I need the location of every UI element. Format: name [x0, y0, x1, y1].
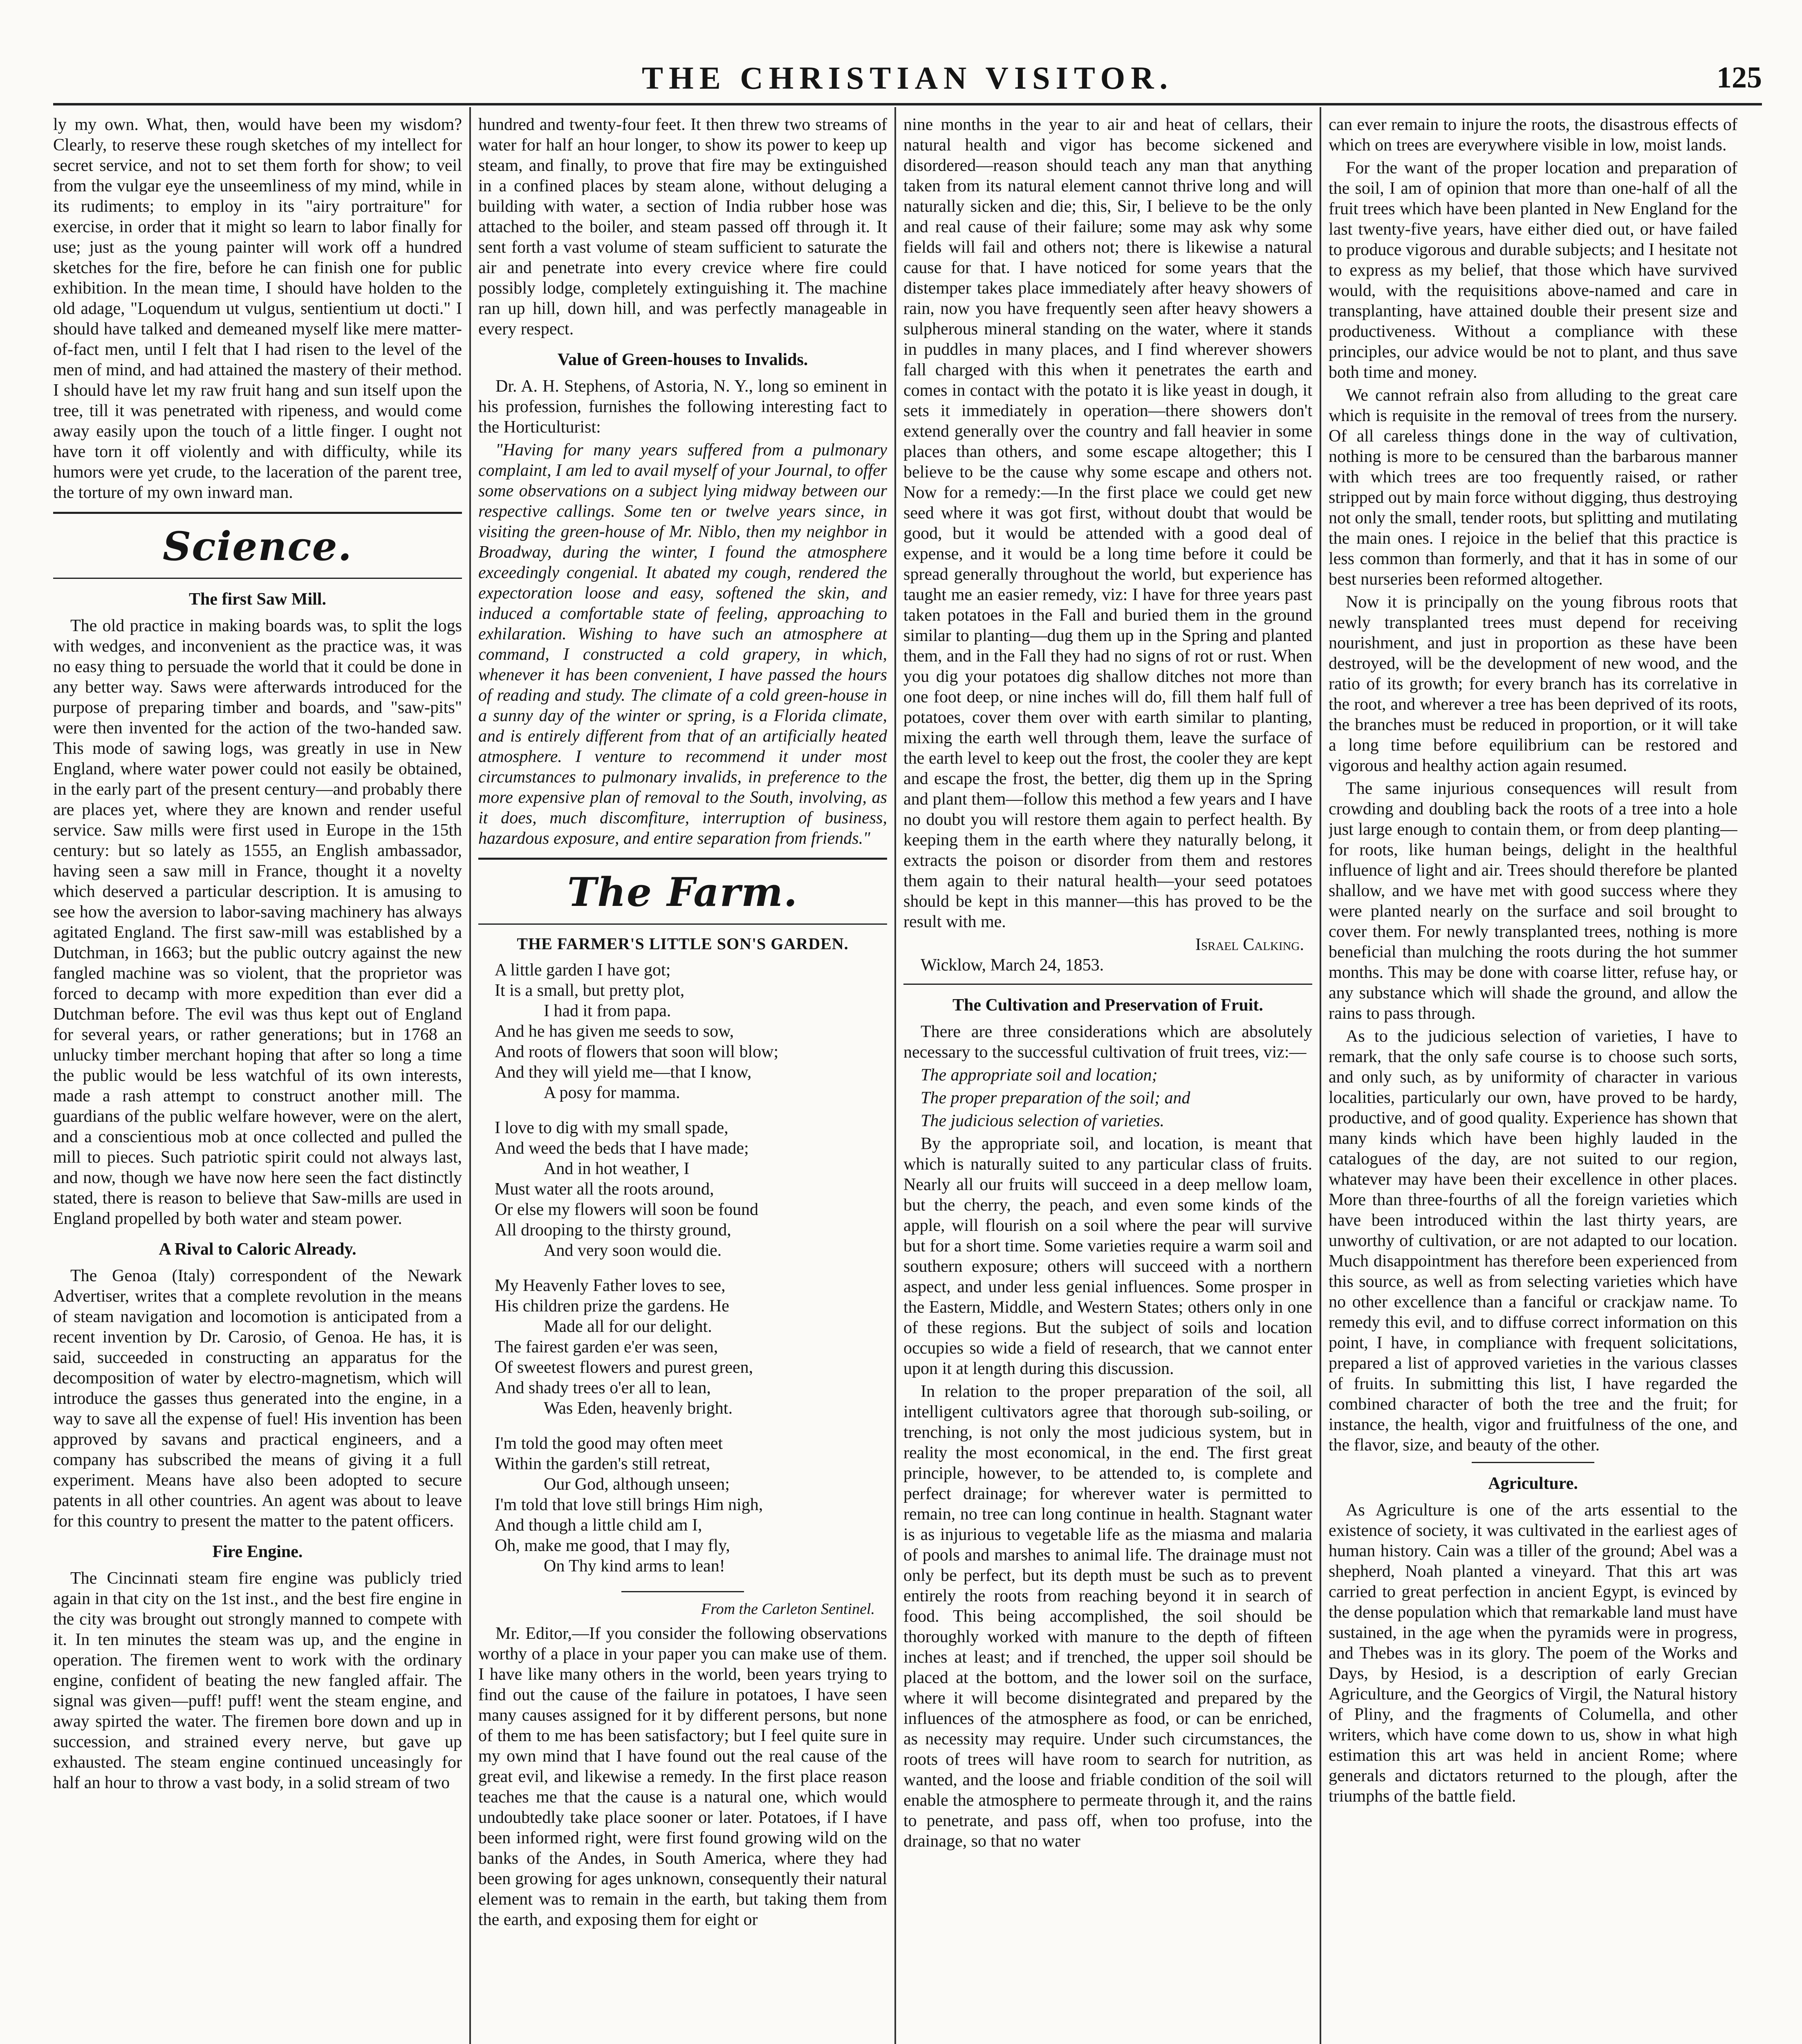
article-continuation: hundred and twenty-four feet. It then threw two streams of water for half an hour longer, to show its power to keep up steam, and finally, to prove that fire may be extinguished in a confined places by steam alone, without deluging a building with water, a section of India rubber hose was attached to the boiler, and steam passed off through it. It sent forth a vast volume of steam sufficient to saturate the air and penetrate into every crevice where fire could possibly lodge, completely extinguishing it. The machine ran up hill, down hill, and was perfectly manageable in every respect. — [478, 115, 887, 338]
poem-title: THE FARMER'S LITTLE SON'S GARDEN. — [517, 935, 849, 953]
poem-line: And roots of flowers that soon will blow; — [495, 1042, 779, 1061]
article-paragraph: The Genoa (Italy) correspondent of the Newark Advertiser, writes that a complete revolution in the means of steam navigation and locomotion is anticipated from a recent invention by Dr. Carosio, of Genoa. He has, it is said, succeeded in constructing an apparatus for the decomposition of water by electro-magnetism, which will introduce the gasses thus generated into the engine, in a way to save all the expense of fuel! His invention has been approved by savans and practical engineers, and a company has subscribed the means of giving it a full experiment. Means have also been adopted to secure patents in all other countries. An agent was about to leave for this country to present the matter to the patent officers. — [53, 1266, 462, 1531]
poem-stanza — [495, 1275, 887, 1419]
list-item: The judicious selection of varieties. — [921, 1112, 1165, 1130]
list-item: The proper preparation of the soil; and — [921, 1089, 1190, 1107]
article-heading: Fire Engine. — [212, 1542, 303, 1561]
poem-line: And shady trees o'er all to lean, — [495, 1378, 711, 1397]
newspaper-title: THE CHRISTIAN VISITOR. — [642, 60, 1173, 96]
article-paragraph: By the appropriate soil, and location, is meant that which is naturally suited to any particular class of fruits. Nearly all our fruits will succeed in a deep mellow loam, but the cherry, the peach, and even some kinds of the apple, will flourish on a soil where the pear will survive but for a short time. Some varieties require a warm soil and southern exposure; others will succeed with a northern aspect, and under less genial influences. Some prosper in the Eastern, Middle, and Western States; others only in one of these regions. But the subject of soils and location occupies so wide a field of research, that we cannot enter upon it at length during this discussion. — [903, 1134, 1312, 1378]
section-rule — [53, 578, 462, 579]
column-3 — [903, 114, 1312, 2044]
poem-line: I'm told that love still brings Him nigh, — [495, 1495, 763, 1514]
article-paragraph: In relation to the proper preparation of the soil, all intelligent cultivators agree that thorough sub-soiling, or trenching, is not only the most judicious system, but in reality the most economical, in the end. The first great principle, however, to be attended to, is complete and perfect drainage; for wherever water is permitted to remain, no tree can long continue in health. Stagnant water is as injurious to vegetable life as the miasma and malaria of pools and marshes to animal life. The drainage must not only be perfect, but its depth must be such as to prevent entirely the roots from reaching beyond it in search of food. This being accomplished, the soil should be thoroughly worked with manure to the depth of fifteen inches at least; and if trenched, the upper soil should be placed at the bottom, and the lower soil on the surface, where it will become disintegrated and prepared by the influences of the atmosphere as food, or can be enriched, as necessity may require. Under such circumstances, the roots of trees will have room to search for nutrition, as wanted, and the loose and friable condition of the soil will enable the atmosphere to permeate through it, and the rains to penetrate, and pass off, when too profuse, into the drainage, so that no water — [903, 1382, 1312, 1851]
article-paragraph: As Agriculture is one of the arts essential to the existence of society, it was cultivated in the earliest ages of human history. Cain was a tiller of the ground; Abel was a shepherd, Noah planted a vineyard. That this art was carried to great perfection in ancient Egypt, is evinced by the dense population which that remarkable land must have sustained, in the age when the pyramids were in progress, and Thebes was in its glory. The poem of the Works and Days, by Hesiod, is a description of early Grecian Agriculture, and the Georgics of Virgil, the Natural history of Pliny, and the fragments of Columella, and other writers, which have come down to us, show in what high estimation this art was held in ancient Rome; where generals and dictators returned to the plough, after the triumphs of the battle field. — [1329, 1501, 1737, 1806]
article-continuation: nine months in the year to air and heat of cellars, their natural health and vigor has become sickened and disordered—reason should teach any man that anything taken from its natural element cannot thrive long and will naturally sicken and die; this, Sir, I believe to be the only and real cause of their failure; some may ask why some fields will fail and others not; there is likewise a natural cause for that. I have noticed for some years that the distemper takes place immediately after heavy showers of rain, now you have frequently seen after heavy showers a sulpherous mineral standing on the water, where it stands in puddles in many places, and I find wherever showers fall charged with this when it penetrates the earth and comes in contact with the potato it is like yeast in dough, it sets it immediately in operation—there showers don't extend generally over the country and fall heavier in some places than others, and some escape altogether; this I believe to be the cause why some escape and others not. Now for a remedy:—In the first place we could get new seed where it was got first, without doubt that would be good, but it would be attended with a good deal of expense, and it would be a long time before it could be spread generally throughout the world, but experience has taught me an easier remedy, viz: I have for three years past taken potatoes in the Fall and buried them in the ground similar to planting—dug them up in the Spring and planted them, and in the Fall they had no signs of rot or rust. When you dig your potatoes dig shallow ditches not more than one foot deep, or nine inches will do, fill them half full of potatoes, cover them over with earth similar to planting, mixing the earth well through them, leave the surface of the earth level to keep out the frost, the cooler they are kept and escape the frost, the better, dig them up in the Spring and plant them—follow this method a few years and I have no doubt you will restore them again to perfect health. By keeping them in the earth where they naturally belong, it extracts the poison or disorder from them and restores them again to their natural health—your seed potatoes should be kept in this manner—this has proved to be the result with me. — [903, 115, 1312, 931]
poem-stanza — [495, 1118, 887, 1261]
poem-line: Must water all the roots around, — [495, 1180, 714, 1199]
page-number: 125 — [1717, 61, 1762, 94]
poem-stanza — [495, 960, 887, 1103]
section-rule — [621, 1591, 744, 1592]
poem-line: Oh, make me good, that I may fly, — [495, 1536, 730, 1555]
article-heading: The Cultivation and Preservation of Fruit. — [953, 996, 1263, 1015]
poem-line: And he has given me seeds to sow, — [495, 1022, 734, 1041]
poem-line: And they will yield me—that I know, — [495, 1063, 752, 1082]
article-heading: Value of Green-houses to Invalids. — [557, 350, 808, 369]
poem-line: Was Eden, heavenly bright. — [544, 1399, 733, 1418]
column-2 — [478, 114, 887, 2044]
poem-line: I love to dig with my small spade, — [495, 1118, 728, 1137]
poem-line: All drooping to the thirsty ground, — [495, 1221, 731, 1239]
source-credit: From the Carleton Sentinel. — [701, 1600, 875, 1618]
poem-line: And very soon would die. — [544, 1241, 722, 1260]
article-continuation: ly my own. What, then, would have been my wisdom? Clearly, to reserve these rough sketches of my intellect for secret service, and not to set them forth for show; to veil from the vulgar eye the unseemliness of my mind, while in its rudiments; to employ in its "airy portraiture" for exercise, in order that it might so learn to labor finally for use; just as the young painter will work off a hundred sketches for the fire, before he can finish one for public exhibition. In the mean time, I should have holden to the old adage, "Loquendum ut vulgus, sentientium ut docti." I should have talked and demeaned myself like mere matter-of-fact men, until I felt that I had risen to the level of the men of mind, and had attained the mastery of their method. I should have let my raw fruit hang and sun itself upon the tree, till it was penetrated with ripeness, and would come away easily upon the touch of a little finger. I ought not have torn it off violently and with difficulty, while its humors were yet crude, to the laceration of the parent tree, the torture of my own inward man. — [53, 115, 462, 502]
poem-line: I'm told the good may often meet — [495, 1434, 723, 1453]
poem-line: And weed the beds that I have made; — [495, 1139, 749, 1158]
poem-line: I had it from papa. — [544, 1002, 671, 1020]
article-heading: Agriculture. — [1488, 1474, 1578, 1493]
quoted-letter: "Having for many years suffered from a pulmonary complaint, I am led to avail myself of your Journal, to offer some observations on a subject lying midway between our respective callings. Some ten or twelve years since, in visiting the green-house of Mr. Niblo, then my neighbor in Broadway, during the winter, I found the atmosphere exceedingly congenial. It abated my cough, rendered the expectoration loose and easy, softened the skin, and induced a comfortable state of feeling, approaching to exhilaration. Wishing to have such an atmosphere at command, I constructed a cold grapery, in which, whenever it has been convenient, I have passed the hours of reading and study. The climate of a cold green-house in a sunny day of the winter or spring, is a Florida climate, and is entirely different from that of an artificially heated atmosphere. I venture to recommend it under most circumstances to pulmonary invalids, in preference to the more expensive plan of removal to the South, involving, as it does, much discomfiture, interruption of business, hazardous exposure, and entire separation from friends." — [478, 441, 887, 848]
article-continuation: can ever remain to injure the roots, the disastrous effects of which on trees are everywhere visible in low, moist lands. — [1329, 115, 1737, 155]
article-paragraph: Now it is principally on the young fibrous roots that newly transplanted trees must depend for receiving nourishment, and just in proportion as these have been destroyed, will be the development of new wood, and the ratio of its growth; for every branch has its correlative in the root, and wherever a tree has been deprived of its roots, the branches must be reduced in proportion, or it will take a long time before equilibrium can be restored and vigorous and healthy action again resumed. — [1329, 593, 1737, 775]
poem-line: The fairest garden e'er was seen, — [495, 1338, 718, 1356]
section-rule — [1472, 1462, 1594, 1463]
masthead — [53, 53, 1762, 102]
list-item: The appropriate soil and location; — [921, 1066, 1158, 1085]
section-rule — [478, 858, 887, 860]
article-paragraph: The same injurious consequences will result from crowding and doubling back the roots of a tree into a hole just large enough to contain them, or from deep planting—for roots, like human beings, delight in the healthful influence of light and air. Trees should therefore be planted shallow, and we have met with good success where they were planted nearly on the surface and soil brought to cover them. For newly transplanted trees, nothing is more beneficial than mulching the roots during the hot summer months. This may be done with coarse litter, refuse hay, or any substance which will shade the ground, and allow the rains to pass through. — [1329, 779, 1737, 1023]
column-divider — [894, 107, 896, 2044]
article-heading: A Rival to Caloric Already. — [159, 1240, 356, 1259]
dateline: Wicklow, March 24, 1853. — [921, 956, 1104, 975]
department-heading-farm: The Farm. — [567, 869, 798, 915]
column-4 — [1329, 114, 1737, 2044]
department-heading-science: Science. — [162, 523, 353, 569]
poem-line: My Heavenly Father loves to see, — [495, 1276, 726, 1295]
section-rule — [53, 512, 462, 514]
poem — [495, 960, 887, 1576]
article-paragraph: The old practice in making boards was, to split the logs with wedges, and inconvenient as the practice was, it was no easy thing to persuade the world that it could be done in any better way. Saws were afterwards introduced for the purpose of preparing timber and boards, and "saw-pits" were then invented for the action of the two-handed saw. This mode of sawing logs, was greatly in use in New England, where water power could not easily be obtained, in the early part of the present century—and probably there are places yet, where they are known and render useful service. Saw mills were first used in Europe in the 15th century: but so lately as 1555, an English ambassador, having seen a saw mill in France, thought it a novelty which deserved a particular description. It is amusing to see how the aversion to labor-saving machinery has always agitated England. The first saw-mill was established by a Dutchman, in 1663; but the public outcry against the new fangled machine was so violent, that the proprietor was forced to decamp with more expedition than ever did a Dutchman before. The evil was thus kept out of England for several years, or rather generations; but in 1768 an unlucky timber merchant hoping that after so long a time the public would be less watchful of its own interests, made a rash attempt to construct another mill. The guardians of the public welfare however, were on the alert, and a conscientious mob at once collected and pulled the mill to pieces. Such patriotic spirit could not always last, and now, though we have now here seen the fact distinctly stated, there is reason to believe that Saw-mills are used in England propelled by both water and steam power. — [53, 616, 462, 1228]
poem-line: Made all for our delight. — [544, 1317, 712, 1336]
poem-line: Of sweetest flowers and purest green, — [495, 1358, 753, 1377]
article-paragraph: For the want of the proper location and preparation of the soil, I am of opinion that more than one-half of all the fruit trees which have been planted in New England for the last twenty-five years, have either died out, or have failed to produce vigorous and durable subjects; and I hesitate not to express as my belief, that those which have survived would, with the requisitions above-named and care in transplanting, have attained double their present size and productiveness. Without a compliance with these principles, our advice would be not to plant, and thus save both time and money. — [1329, 159, 1737, 382]
poem-line: A little garden I have got; — [495, 961, 671, 979]
poem-line: Within the garden's still retreat, — [495, 1455, 710, 1473]
poem-line: Our God, although unseen; — [544, 1475, 730, 1494]
article-paragraph: Dr. A. H. Stephens, of Astoria, N. Y., long so eminent in his profession, furnishes the following interesting fact to the Horticulturist: — [478, 377, 887, 437]
signature: Israel Calking. — [1195, 935, 1304, 954]
article-paragraph: There are three considerations which are absolutely necessary to the successful cultivation of fruit trees, viz:— — [903, 1022, 1312, 1062]
poem-line: It is a small, but pretty plot, — [495, 981, 685, 1000]
column-divider — [1320, 107, 1321, 2044]
poem-line: Or else my flowers will soon be found — [495, 1200, 759, 1219]
poem-stanza — [495, 1433, 887, 1576]
masthead-rule — [53, 103, 1762, 105]
column-divider — [469, 107, 471, 2044]
article-paragraph: Mr. Editor,—If you consider the following observations worthy of a place in your paper you can make use of them. I have like many others in the world, been years trying to find out the cause of the failure in potatoes, I have seen many causes assigned for it by different persons, but none of them to me has been satisfactory; but I feel quite sure in my own mind that I have found out the real cause of the great evil, and likewise a remedy. In the first place reason teaches me that the cause is a natural one, which would undoubtedly take place sooner or later. Potatoes, if I have been informed right, were first found growing wild on the banks of the Andes, in South America, where they had been growing for ages unknown, consequently their natural element was to remain in the earth, but taking them from the earth, and exposing them for eight or — [478, 1624, 887, 1929]
article-paragraph: We cannot refrain also from alluding to the great care which is requisite in the removal of trees from the nursery. Of all careless things done in the way of cultivation, nothing is more to be censured than the barbarous manner with which trees are too frequently raised, or rather stripped out by main force without digging, thus destroying not only the small, tender roots, but splitting and mutilating the main ones. I rejoice in the belief that this practice is less common than formerly, and that it has in some of our best nurseries been reformed altogether. — [1329, 386, 1737, 589]
poem-line: His children prize the gardens. He — [495, 1297, 729, 1316]
article-paragraph: The Cincinnati steam fire engine was publicly tried again in that city on the 1st inst., and the best fire engine in the city was brought out strongly manned to compete with it. In ten minutes the steam was up, and the engine in operation. The firemen went to work with the ordinary engine, confident of beating the new fangled affair. The signal was given—puff! puff! went the steam engine, and away spirted the water. The firemen bore down and up in succession, and strained every nerve, but gave up exhausted. The steam engine continued unceasingly for half an hour to throw a vast body, in a solid stream of two — [53, 1569, 462, 1792]
article-paragraph: As to the judicious selection of varieties, I have to remark, that the only safe course is to choose such sorts, and only such, as by uniformity of character in various localities, particularly our own, have proved to be hardy, productive, and of good quality. Experience has shown that many kinds which have been highly lauded in the catalogues of the day, are not suited to our region, whatever may have been their excellence in other places. More than three-fourths of all the foreign varieties which have been introduced within the last thirty years, are unworthy of cultivation, or are not adapted to our location. Much disappointment has therefore been experienced from this source, as well as from selecting varieties which have no other excellence than a fanciful or crackjaw name. To remedy this evil, and to diffuse correct information on this point, I have, in compliance with frequent solicitations, prepared a list of approved varieties in the various classes of fruits. In submitting this list, I have regarded the combined character of both the tree and the fruit; for instance, the health, vigor and fruitfulness of the one, and the flavor, size, and beauty of the other. — [1329, 1027, 1737, 1455]
column-1 — [53, 114, 462, 2044]
article-heading: The first Saw Mill. — [189, 590, 326, 609]
poem-line: On Thy kind arms to lean! — [544, 1557, 725, 1576]
poem-line: A posy for mamma. — [544, 1083, 680, 1102]
section-rule — [903, 984, 1312, 985]
section-rule — [478, 923, 887, 925]
poem-line: And in hot weather, I — [544, 1159, 690, 1178]
poem-line: And though a little child am I, — [495, 1516, 702, 1535]
